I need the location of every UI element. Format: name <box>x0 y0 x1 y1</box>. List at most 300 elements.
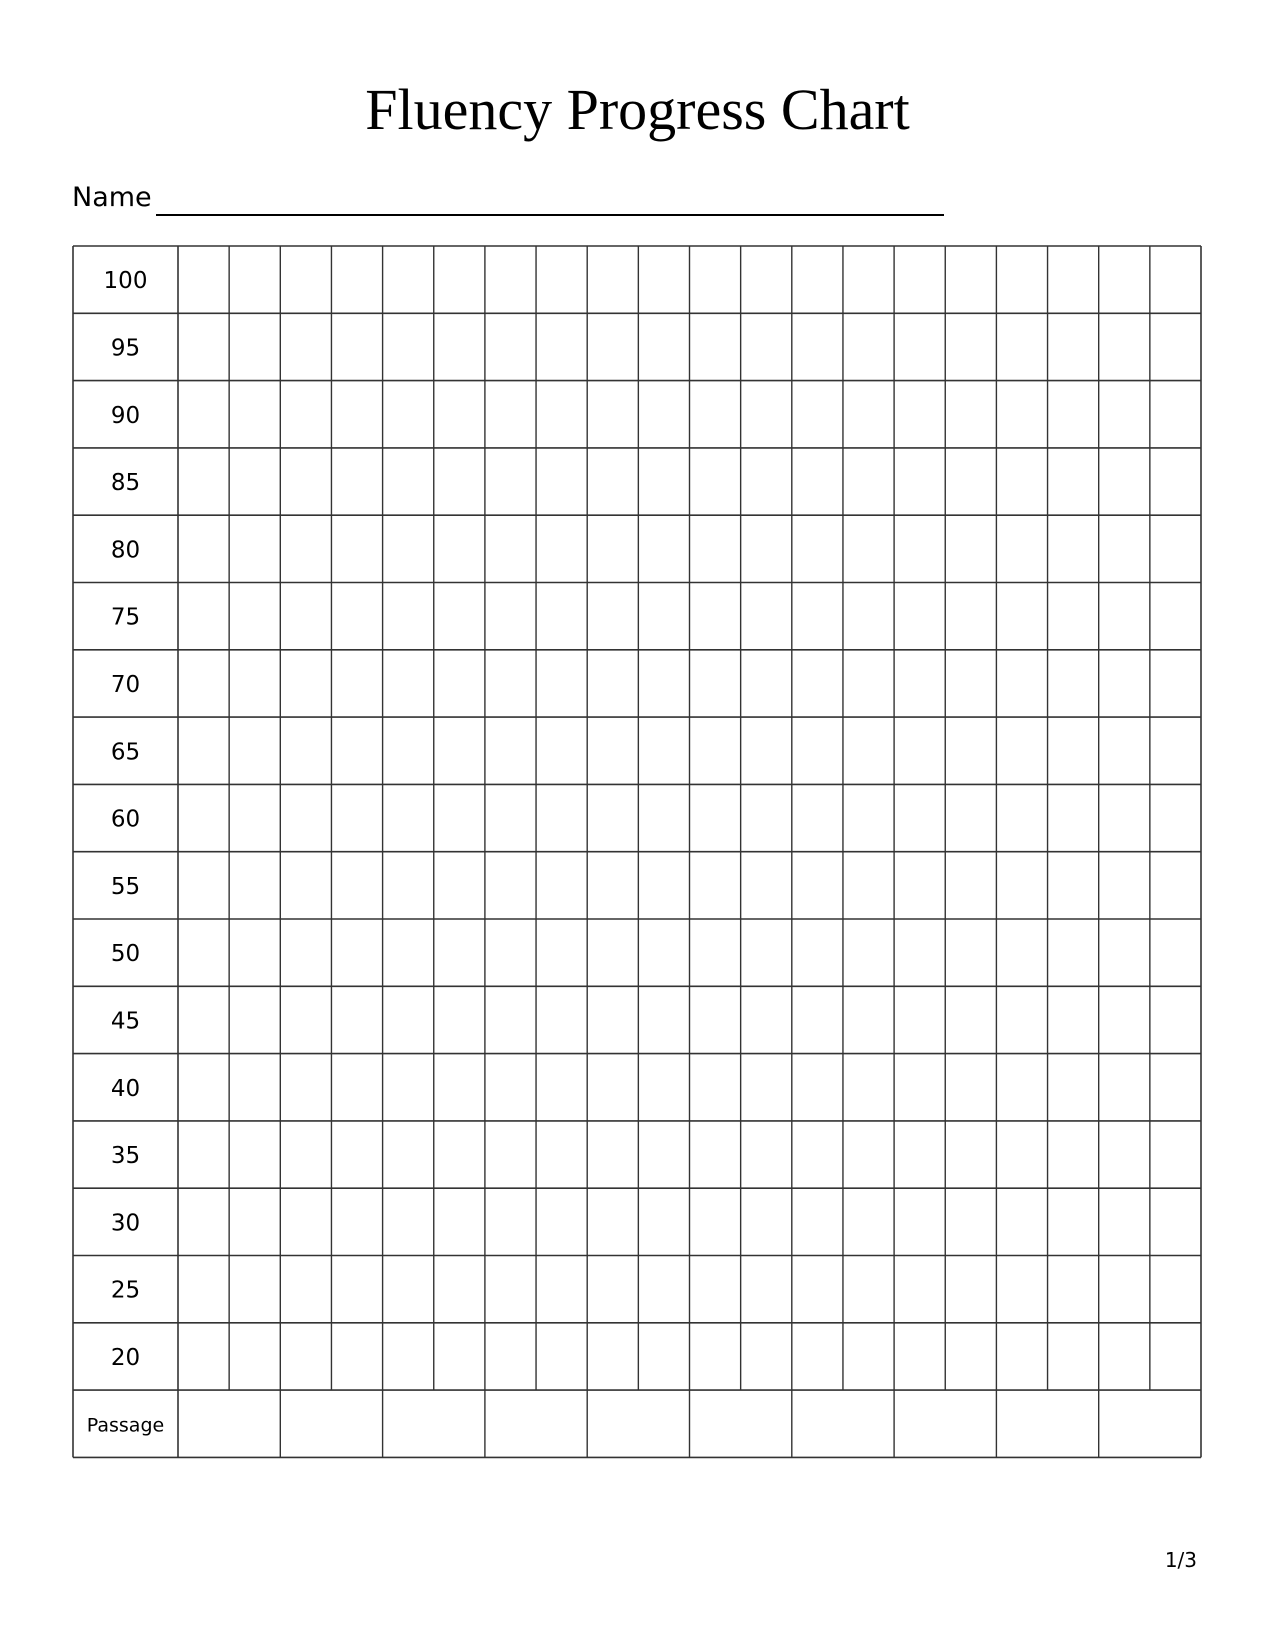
score-cell[interactable] <box>434 381 485 448</box>
score-cell[interactable] <box>996 1121 1047 1188</box>
score-cell[interactable] <box>280 1323 331 1390</box>
passage-cell[interactable] <box>690 1390 792 1457</box>
score-cell[interactable] <box>383 246 434 313</box>
score-cell[interactable] <box>383 1121 434 1188</box>
score-cell[interactable] <box>690 784 741 851</box>
score-cell[interactable] <box>1099 246 1150 313</box>
score-cell[interactable] <box>1099 1188 1150 1255</box>
score-cell[interactable] <box>894 784 945 851</box>
score-cell[interactable] <box>741 1256 792 1323</box>
score-cell[interactable] <box>1048 650 1099 717</box>
score-cell[interactable] <box>792 1054 843 1121</box>
score-cell[interactable] <box>792 583 843 650</box>
score-cell[interactable] <box>229 986 280 1053</box>
score-cell[interactable] <box>536 650 587 717</box>
passage-cell[interactable] <box>894 1390 996 1457</box>
score-cell[interactable] <box>741 246 792 313</box>
score-cell[interactable] <box>1048 919 1099 986</box>
score-cell[interactable] <box>1099 448 1150 515</box>
score-cell[interactable] <box>638 986 689 1053</box>
score-cell[interactable] <box>434 246 485 313</box>
passage-cell[interactable] <box>792 1390 894 1457</box>
score-cell[interactable] <box>690 1256 741 1323</box>
score-cell[interactable] <box>485 919 536 986</box>
score-cell[interactable] <box>843 650 894 717</box>
score-cell[interactable] <box>280 650 331 717</box>
score-cell[interactable] <box>894 313 945 380</box>
score-cell[interactable] <box>741 650 792 717</box>
score-cell[interactable] <box>178 246 229 313</box>
score-cell[interactable] <box>178 1256 229 1323</box>
score-cell[interactable] <box>229 583 280 650</box>
score-cell[interactable] <box>894 515 945 582</box>
score-cell[interactable] <box>280 852 331 919</box>
score-cell[interactable] <box>1048 381 1099 448</box>
score-cell[interactable] <box>996 1188 1047 1255</box>
score-cell[interactable] <box>280 583 331 650</box>
score-cell[interactable] <box>331 381 382 448</box>
score-cell[interactable] <box>331 1054 382 1121</box>
passage-cell[interactable] <box>1099 1390 1201 1457</box>
score-cell[interactable] <box>383 1188 434 1255</box>
score-cell[interactable] <box>1099 313 1150 380</box>
score-cell[interactable] <box>741 784 792 851</box>
score-cell[interactable] <box>434 852 485 919</box>
score-cell[interactable] <box>331 919 382 986</box>
score-cell[interactable] <box>945 313 996 380</box>
score-cell[interactable] <box>1150 650 1201 717</box>
score-cell[interactable] <box>1150 1054 1201 1121</box>
score-cell[interactable] <box>280 515 331 582</box>
score-cell[interactable] <box>638 919 689 986</box>
score-cell[interactable] <box>792 1121 843 1188</box>
score-cell[interactable] <box>229 1323 280 1390</box>
score-cell[interactable] <box>536 1256 587 1323</box>
score-cell[interactable] <box>178 381 229 448</box>
score-cell[interactable] <box>1150 1256 1201 1323</box>
score-cell[interactable] <box>536 986 587 1053</box>
score-cell[interactable] <box>945 381 996 448</box>
score-cell[interactable] <box>434 1256 485 1323</box>
score-cell[interactable] <box>383 919 434 986</box>
score-cell[interactable] <box>843 852 894 919</box>
score-cell[interactable] <box>894 1188 945 1255</box>
score-cell[interactable] <box>996 313 1047 380</box>
score-cell[interactable] <box>280 313 331 380</box>
score-cell[interactable] <box>945 986 996 1053</box>
score-cell[interactable] <box>690 246 741 313</box>
score-cell[interactable] <box>331 448 382 515</box>
score-cell[interactable] <box>434 650 485 717</box>
score-cell[interactable] <box>178 986 229 1053</box>
score-cell[interactable] <box>178 717 229 784</box>
score-cell[interactable] <box>945 246 996 313</box>
score-cell[interactable] <box>536 1121 587 1188</box>
score-cell[interactable] <box>638 381 689 448</box>
score-cell[interactable] <box>536 246 587 313</box>
score-cell[interactable] <box>945 717 996 784</box>
score-cell[interactable] <box>229 919 280 986</box>
score-cell[interactable] <box>1150 852 1201 919</box>
passage-cell[interactable] <box>280 1390 382 1457</box>
score-cell[interactable] <box>485 583 536 650</box>
score-cell[interactable] <box>1099 986 1150 1053</box>
score-cell[interactable] <box>587 919 638 986</box>
score-cell[interactable] <box>690 986 741 1053</box>
score-cell[interactable] <box>229 717 280 784</box>
score-cell[interactable] <box>280 919 331 986</box>
score-cell[interactable] <box>587 1188 638 1255</box>
score-cell[interactable] <box>894 986 945 1053</box>
score-cell[interactable] <box>434 1054 485 1121</box>
score-cell[interactable] <box>996 650 1047 717</box>
score-cell[interactable] <box>178 1121 229 1188</box>
score-cell[interactable] <box>741 1121 792 1188</box>
score-cell[interactable] <box>996 784 1047 851</box>
score-cell[interactable] <box>690 1054 741 1121</box>
score-cell[interactable] <box>638 650 689 717</box>
score-cell[interactable] <box>587 1054 638 1121</box>
score-cell[interactable] <box>1099 919 1150 986</box>
score-cell[interactable] <box>996 583 1047 650</box>
score-cell[interactable] <box>894 381 945 448</box>
score-cell[interactable] <box>1048 583 1099 650</box>
score-cell[interactable] <box>1099 583 1150 650</box>
score-cell[interactable] <box>485 852 536 919</box>
score-cell[interactable] <box>485 986 536 1053</box>
score-cell[interactable] <box>1099 515 1150 582</box>
score-cell[interactable] <box>843 1188 894 1255</box>
score-cell[interactable] <box>434 1323 485 1390</box>
score-cell[interactable] <box>1048 1188 1099 1255</box>
score-cell[interactable] <box>690 1188 741 1255</box>
score-cell[interactable] <box>638 784 689 851</box>
score-cell[interactable] <box>1048 1054 1099 1121</box>
score-cell[interactable] <box>229 784 280 851</box>
score-cell[interactable] <box>178 515 229 582</box>
score-cell[interactable] <box>178 650 229 717</box>
score-cell[interactable] <box>945 852 996 919</box>
score-cell[interactable] <box>894 1323 945 1390</box>
score-cell[interactable] <box>792 717 843 784</box>
score-cell[interactable] <box>1099 852 1150 919</box>
score-cell[interactable] <box>638 1256 689 1323</box>
score-cell[interactable] <box>331 1323 382 1390</box>
score-cell[interactable] <box>792 919 843 986</box>
score-cell[interactable] <box>178 1054 229 1121</box>
score-cell[interactable] <box>1048 784 1099 851</box>
score-cell[interactable] <box>587 1323 638 1390</box>
score-cell[interactable] <box>434 515 485 582</box>
score-cell[interactable] <box>280 381 331 448</box>
score-cell[interactable] <box>1150 313 1201 380</box>
score-cell[interactable] <box>331 583 382 650</box>
score-cell[interactable] <box>792 852 843 919</box>
score-cell[interactable] <box>894 919 945 986</box>
score-cell[interactable] <box>383 583 434 650</box>
score-cell[interactable] <box>434 919 485 986</box>
score-cell[interactable] <box>843 784 894 851</box>
score-cell[interactable] <box>843 583 894 650</box>
score-cell[interactable] <box>178 784 229 851</box>
score-cell[interactable] <box>587 986 638 1053</box>
score-cell[interactable] <box>485 515 536 582</box>
score-cell[interactable] <box>383 313 434 380</box>
score-cell[interactable] <box>383 1323 434 1390</box>
score-cell[interactable] <box>1048 313 1099 380</box>
score-cell[interactable] <box>843 448 894 515</box>
score-cell[interactable] <box>229 515 280 582</box>
score-cell[interactable] <box>741 448 792 515</box>
score-cell[interactable] <box>638 246 689 313</box>
score-cell[interactable] <box>178 1323 229 1390</box>
score-cell[interactable] <box>1150 381 1201 448</box>
passage-cell[interactable] <box>178 1390 280 1457</box>
passage-cell[interactable] <box>996 1390 1098 1457</box>
score-cell[interactable] <box>536 784 587 851</box>
score-cell[interactable] <box>894 1256 945 1323</box>
score-cell[interactable] <box>229 1054 280 1121</box>
score-cell[interactable] <box>587 313 638 380</box>
score-cell[interactable] <box>331 313 382 380</box>
score-cell[interactable] <box>434 717 485 784</box>
score-cell[interactable] <box>229 1121 280 1188</box>
score-cell[interactable] <box>331 986 382 1053</box>
score-cell[interactable] <box>894 583 945 650</box>
score-cell[interactable] <box>996 919 1047 986</box>
score-cell[interactable] <box>178 583 229 650</box>
score-cell[interactable] <box>843 717 894 784</box>
score-cell[interactable] <box>178 1188 229 1255</box>
score-cell[interactable] <box>741 1054 792 1121</box>
score-cell[interactable] <box>894 448 945 515</box>
score-cell[interactable] <box>690 1121 741 1188</box>
score-cell[interactable] <box>383 717 434 784</box>
score-cell[interactable] <box>1150 1121 1201 1188</box>
score-cell[interactable] <box>996 717 1047 784</box>
score-cell[interactable] <box>638 583 689 650</box>
score-cell[interactable] <box>280 784 331 851</box>
score-cell[interactable] <box>587 717 638 784</box>
score-cell[interactable] <box>536 852 587 919</box>
score-cell[interactable] <box>331 650 382 717</box>
score-cell[interactable] <box>996 986 1047 1053</box>
score-cell[interactable] <box>485 717 536 784</box>
score-cell[interactable] <box>587 852 638 919</box>
score-cell[interactable] <box>280 448 331 515</box>
score-cell[interactable] <box>1099 784 1150 851</box>
score-cell[interactable] <box>485 1054 536 1121</box>
score-cell[interactable] <box>945 919 996 986</box>
score-cell[interactable] <box>996 515 1047 582</box>
score-cell[interactable] <box>690 448 741 515</box>
score-cell[interactable] <box>741 1323 792 1390</box>
passage-cell[interactable] <box>587 1390 689 1457</box>
score-cell[interactable] <box>229 650 280 717</box>
score-cell[interactable] <box>741 919 792 986</box>
score-cell[interactable] <box>996 448 1047 515</box>
score-cell[interactable] <box>536 717 587 784</box>
score-cell[interactable] <box>587 448 638 515</box>
score-cell[interactable] <box>485 1188 536 1255</box>
score-cell[interactable] <box>843 1323 894 1390</box>
score-cell[interactable] <box>1150 986 1201 1053</box>
score-cell[interactable] <box>229 1188 280 1255</box>
score-cell[interactable] <box>1048 986 1099 1053</box>
score-cell[interactable] <box>331 1256 382 1323</box>
score-cell[interactable] <box>383 986 434 1053</box>
score-cell[interactable] <box>894 717 945 784</box>
score-cell[interactable] <box>945 1121 996 1188</box>
score-cell[interactable] <box>792 784 843 851</box>
score-cell[interactable] <box>331 515 382 582</box>
score-cell[interactable] <box>383 784 434 851</box>
score-cell[interactable] <box>536 313 587 380</box>
score-cell[interactable] <box>1048 448 1099 515</box>
score-cell[interactable] <box>690 1323 741 1390</box>
score-cell[interactable] <box>945 1323 996 1390</box>
score-cell[interactable] <box>536 919 587 986</box>
score-cell[interactable] <box>280 1054 331 1121</box>
score-cell[interactable] <box>945 784 996 851</box>
score-cell[interactable] <box>434 313 485 380</box>
score-cell[interactable] <box>945 583 996 650</box>
score-cell[interactable] <box>485 246 536 313</box>
score-cell[interactable] <box>996 1256 1047 1323</box>
score-cell[interactable] <box>792 313 843 380</box>
score-cell[interactable] <box>280 1188 331 1255</box>
score-cell[interactable] <box>1099 1256 1150 1323</box>
score-cell[interactable] <box>587 650 638 717</box>
score-cell[interactable] <box>741 381 792 448</box>
score-cell[interactable] <box>434 583 485 650</box>
score-cell[interactable] <box>1150 919 1201 986</box>
score-cell[interactable] <box>1048 246 1099 313</box>
score-cell[interactable] <box>587 246 638 313</box>
score-cell[interactable] <box>638 852 689 919</box>
score-cell[interactable] <box>229 448 280 515</box>
score-cell[interactable] <box>792 1188 843 1255</box>
score-cell[interactable] <box>587 381 638 448</box>
score-cell[interactable] <box>536 381 587 448</box>
score-cell[interactable] <box>383 381 434 448</box>
score-cell[interactable] <box>587 515 638 582</box>
score-cell[interactable] <box>280 986 331 1053</box>
score-cell[interactable] <box>945 1054 996 1121</box>
score-cell[interactable] <box>1150 448 1201 515</box>
score-cell[interactable] <box>485 650 536 717</box>
score-cell[interactable] <box>638 717 689 784</box>
score-cell[interactable] <box>741 1188 792 1255</box>
score-cell[interactable] <box>536 583 587 650</box>
score-cell[interactable] <box>1150 515 1201 582</box>
score-cell[interactable] <box>1099 381 1150 448</box>
score-cell[interactable] <box>331 717 382 784</box>
score-cell[interactable] <box>485 1121 536 1188</box>
score-cell[interactable] <box>280 246 331 313</box>
score-cell[interactable] <box>1048 515 1099 582</box>
score-cell[interactable] <box>331 784 382 851</box>
score-cell[interactable] <box>536 1188 587 1255</box>
score-cell[interactable] <box>383 515 434 582</box>
score-cell[interactable] <box>638 1188 689 1255</box>
score-cell[interactable] <box>843 246 894 313</box>
score-cell[interactable] <box>331 246 382 313</box>
score-cell[interactable] <box>383 448 434 515</box>
score-cell[interactable] <box>792 650 843 717</box>
score-cell[interactable] <box>280 1121 331 1188</box>
score-cell[interactable] <box>690 717 741 784</box>
score-cell[interactable] <box>638 313 689 380</box>
score-cell[interactable] <box>1150 246 1201 313</box>
score-cell[interactable] <box>843 313 894 380</box>
score-cell[interactable] <box>792 1256 843 1323</box>
score-cell[interactable] <box>741 583 792 650</box>
score-cell[interactable] <box>690 381 741 448</box>
passage-cell[interactable] <box>485 1390 587 1457</box>
score-cell[interactable] <box>843 1121 894 1188</box>
score-cell[interactable] <box>229 1256 280 1323</box>
score-cell[interactable] <box>945 650 996 717</box>
score-cell[interactable] <box>331 852 382 919</box>
score-cell[interactable] <box>1099 1054 1150 1121</box>
score-cell[interactable] <box>383 650 434 717</box>
score-cell[interactable] <box>1099 1323 1150 1390</box>
score-cell[interactable] <box>587 1256 638 1323</box>
score-cell[interactable] <box>741 515 792 582</box>
score-cell[interactable] <box>843 919 894 986</box>
score-cell[interactable] <box>383 1256 434 1323</box>
score-cell[interactable] <box>690 313 741 380</box>
score-cell[interactable] <box>1099 650 1150 717</box>
score-cell[interactable] <box>434 1188 485 1255</box>
score-cell[interactable] <box>587 583 638 650</box>
score-cell[interactable] <box>178 313 229 380</box>
score-cell[interactable] <box>1150 1323 1201 1390</box>
score-cell[interactable] <box>1099 1121 1150 1188</box>
score-cell[interactable] <box>843 1054 894 1121</box>
score-cell[interactable] <box>690 919 741 986</box>
score-cell[interactable] <box>690 650 741 717</box>
score-cell[interactable] <box>485 1256 536 1323</box>
score-cell[interactable] <box>638 515 689 582</box>
score-cell[interactable] <box>434 986 485 1053</box>
score-cell[interactable] <box>792 448 843 515</box>
score-cell[interactable] <box>894 246 945 313</box>
score-cell[interactable] <box>383 852 434 919</box>
score-cell[interactable] <box>690 852 741 919</box>
score-cell[interactable] <box>331 1121 382 1188</box>
score-cell[interactable] <box>587 1121 638 1188</box>
score-cell[interactable] <box>1048 1323 1099 1390</box>
score-cell[interactable] <box>638 1054 689 1121</box>
score-cell[interactable] <box>434 448 485 515</box>
score-cell[interactable] <box>485 381 536 448</box>
score-cell[interactable] <box>1150 717 1201 784</box>
score-cell[interactable] <box>229 313 280 380</box>
score-cell[interactable] <box>536 1054 587 1121</box>
score-cell[interactable] <box>434 784 485 851</box>
score-cell[interactable] <box>178 852 229 919</box>
score-cell[interactable] <box>1150 784 1201 851</box>
score-cell[interactable] <box>741 717 792 784</box>
score-cell[interactable] <box>945 515 996 582</box>
score-cell[interactable] <box>1048 852 1099 919</box>
score-cell[interactable] <box>331 1188 382 1255</box>
score-cell[interactable] <box>1150 583 1201 650</box>
score-cell[interactable] <box>741 852 792 919</box>
score-cell[interactable] <box>638 448 689 515</box>
